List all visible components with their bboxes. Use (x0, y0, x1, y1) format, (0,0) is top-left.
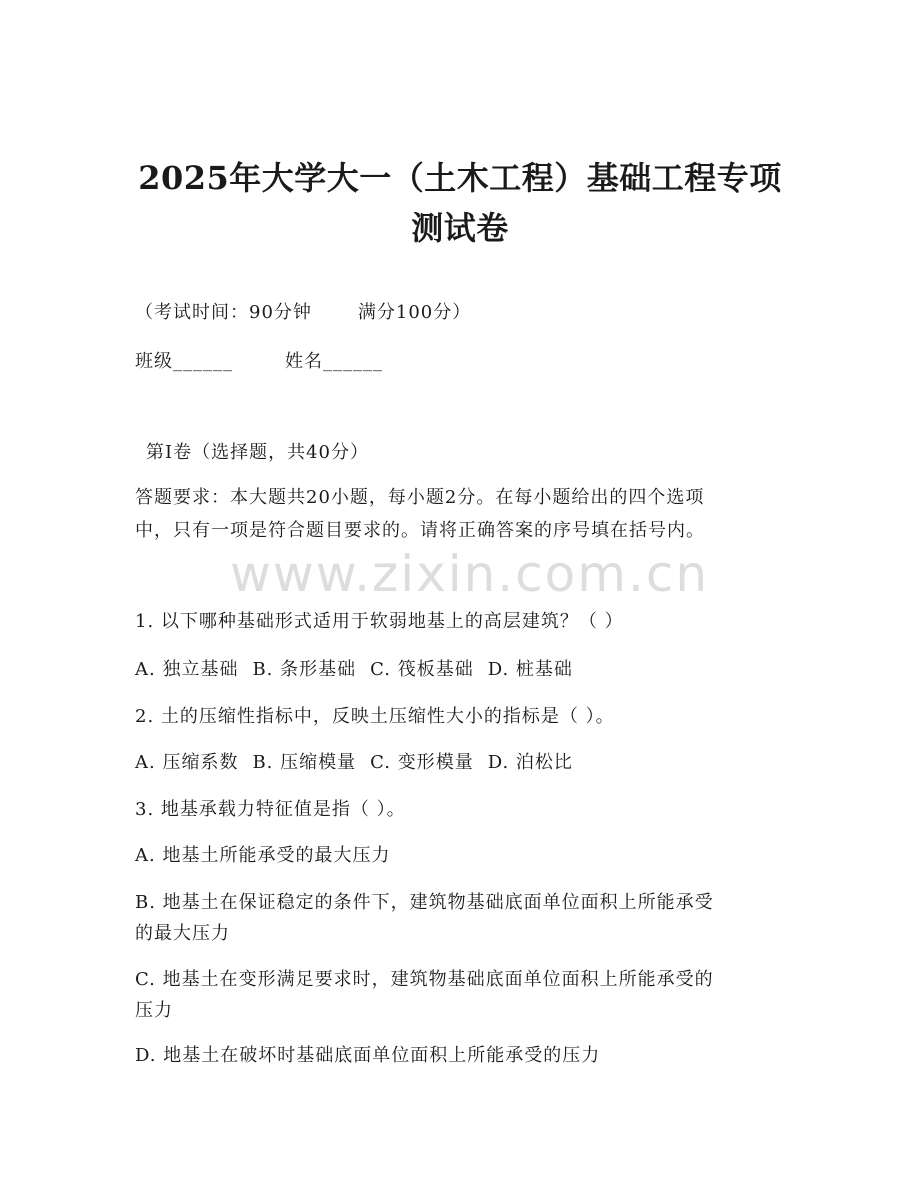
question-3-option-b-cont: 的最大压力 (135, 923, 230, 944)
exam-score: 满分100分） (357, 302, 472, 323)
exam-info (135, 300, 471, 326)
student-fields (135, 349, 383, 375)
name-field: 姓名______ (285, 351, 383, 372)
option-d: D. 桩基础 (487, 659, 573, 680)
watermark: www.zixin.com.cn (230, 545, 710, 603)
instructions-line2: 中，只有一项是符合题目要求的。请将正确答案的序号填在括号内。 (135, 520, 705, 541)
class-field: 班级______ (135, 351, 233, 372)
question-3-stem: 3. 地基承载力特征值是指（ ）。 (135, 799, 406, 820)
option-d: D. 泊松比 (487, 752, 573, 773)
option-a: A. 独立基础 (135, 659, 239, 680)
exam-title-line2: 测试卷 (411, 209, 509, 247)
question-3-option-c-cont: 压力 (135, 1000, 173, 1021)
question-2-stem: 2. 土的压缩性指标中，反映土压缩性大小的指标是（ ）。 (135, 706, 615, 727)
instructions-line1: 答题要求：本大题共20小题，每小题2分。在每小题给出的四个选项 (135, 487, 705, 508)
question-3-option-c: C. 地基土在变形满足要求时，建筑物基础底面单位面积上所能承受的 (135, 969, 714, 990)
question-2-options (135, 750, 587, 776)
question-1-options (135, 657, 587, 683)
option-b: B. 压缩模量 (252, 752, 357, 773)
exam-title-line1: 2025年大学大一（土木工程）基础工程专项 (138, 159, 782, 197)
option-c: C. 变形模量 (370, 752, 474, 773)
question-3-option-a: A. 地基土所能承受的最大压力 (135, 845, 391, 866)
section-heading: 第Ⅰ卷（选择题，共40分） (146, 442, 370, 463)
option-b: B. 条形基础 (252, 659, 357, 680)
question-1-stem: 1. 以下哪种基础形式适用于软弱地基上的高层建筑？（ ） (135, 611, 624, 632)
option-a: A. 压缩系数 (135, 752, 239, 773)
question-3-option-b: B. 地基土在保证稳定的条件下，建筑物基础底面单位面积上所能承受 (135, 892, 714, 913)
exam-time: （考试时间：90分钟 (135, 302, 312, 323)
question-3-option-d: D. 地基土在破坏时基础底面单位面积上所能承受的压力 (135, 1045, 601, 1066)
option-c: C. 筏板基础 (370, 659, 474, 680)
